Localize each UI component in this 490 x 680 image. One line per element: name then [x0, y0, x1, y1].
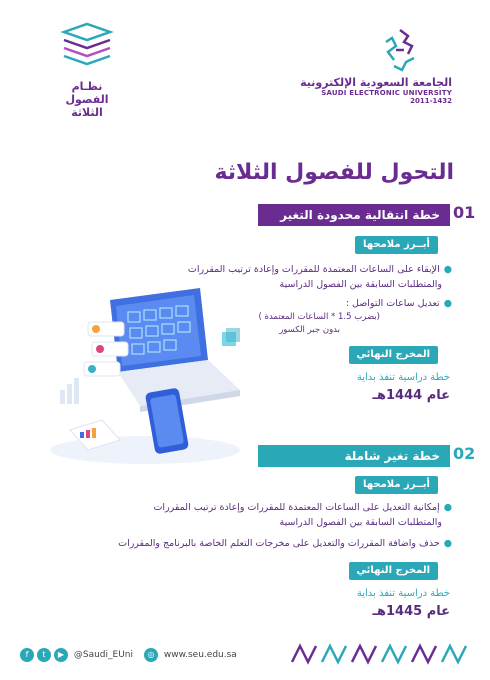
footer-pattern — [290, 640, 470, 672]
plan1-output-year: عام 1444هـ — [372, 388, 450, 403]
bullet-item: ●تعديل ساعات التواصل : — [345, 298, 452, 309]
university-name-en: SAUDI ELECTRONIC UNIVERSITY — [321, 89, 452, 97]
website-link[interactable]: www.seu.edu.sa — [163, 650, 237, 660]
plan1-output-text: خطة دراسية تنفذ بداية — [356, 372, 450, 383]
plan2-bullets — [72, 500, 452, 551]
system-logo-line1: نظـام — [71, 80, 103, 93]
plan1-output-label: المخرج النهائي — [349, 346, 439, 364]
books-stack-icon — [52, 22, 122, 72]
plan2-number: 02 — [453, 444, 476, 463]
bullet-item: ●حذف واضافة المقررات والتعديل على مخرجات التعلم الخاصة بالبرنامج والمقررات — [118, 538, 452, 549]
plan2-features-label: أبــرز ملامحها — [355, 476, 438, 494]
laptop-illustration — [40, 280, 250, 470]
plan1-note2: بدون جبر الكسور — [279, 325, 340, 335]
bullet-item-cont: والمتطلبات السابقة بين الفصول الدراسية — [279, 279, 442, 290]
plan2-title-bar: خطة تغير شاملة — [258, 445, 450, 467]
plan1-features-label: أبــرز ملامحها — [355, 236, 438, 254]
plan2-output-year: عام 1445هـ — [372, 604, 450, 619]
page-title: التحول للفصول الثلاثة — [214, 160, 454, 185]
twitter-icon[interactable]: t — [37, 648, 51, 662]
seu-emblem-icon — [378, 28, 422, 72]
footer-social — [20, 648, 133, 662]
bullet-item: ●الإبقاء على الساعات المعتمدة للمقررات وإعادة ترتيب المقررات — [187, 264, 452, 275]
plan1-title-bar: خطة انتقالية محدودة التغير — [258, 204, 450, 226]
bullet-item: ●إمكانية التعديل على الساعات المعتمدة للمقررات وإعادة ترتيب المقررات — [153, 502, 452, 513]
university-logo — [292, 28, 452, 105]
system-logo — [52, 22, 122, 119]
youtube-icon[interactable]: ▶ — [54, 648, 68, 662]
plan1-note1: (بضرب 1.5 * الساعات المعتمدة ) — [258, 312, 380, 322]
plan1-number: 01 — [453, 203, 476, 222]
social-handle[interactable]: @Saudi_EUni — [73, 650, 133, 660]
globe-icon: ◎ — [144, 648, 158, 662]
footer-website — [144, 648, 237, 662]
decorative-pattern-icon — [290, 640, 470, 668]
university-name-ar: الجامعة السعودية الإلكترونية — [300, 76, 452, 89]
bullet-item-cont: والمتطلبات السابقة بين الفصول الدراسية — [279, 517, 442, 528]
plan2-output-label: المخرج النهائي — [349, 562, 439, 580]
university-years: 2011-1432 — [410, 97, 452, 105]
system-logo-line2: الفصول الثلاثة — [65, 93, 109, 119]
facebook-icon[interactable]: f — [20, 648, 34, 662]
plan2-output-text: خطة دراسية تنفذ بداية — [356, 588, 450, 599]
